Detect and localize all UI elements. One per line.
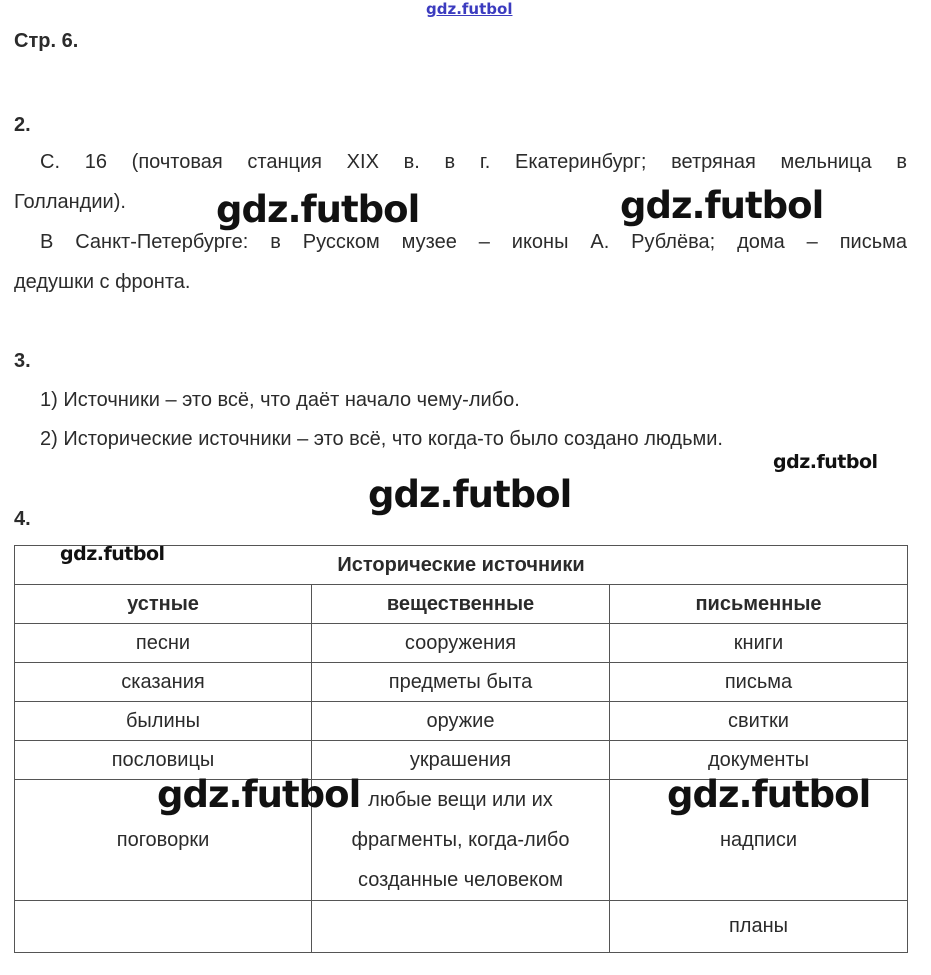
watermark-text: gdz.futbol xyxy=(60,543,165,565)
table-cell: свитки xyxy=(610,702,908,741)
watermark-text: gdz.futbol xyxy=(216,188,420,231)
table-cell: поговорки xyxy=(15,780,312,901)
task-2-line-1: С. 16 (почтовая станция XIX в. в г. Екатеринбург; ветряная мельница в xyxy=(40,151,907,173)
task-3-number: 3. xyxy=(14,350,31,372)
table-cell: письма xyxy=(610,663,908,702)
task-2-line-4: дедушки с фронта. xyxy=(14,271,191,293)
table-cell: песни xyxy=(15,624,312,663)
watermark-text: gdz.futbol xyxy=(667,773,871,816)
table-cell xyxy=(312,901,610,953)
table-cell: надписи xyxy=(610,780,908,901)
table-cell: былины xyxy=(15,702,312,741)
header-written: письменные xyxy=(610,585,908,624)
table-header-row xyxy=(15,585,908,624)
watermark-text: gdz.futbol xyxy=(773,451,878,473)
table-cell: планы xyxy=(610,901,908,953)
table-cell: оружие xyxy=(312,702,610,741)
task-3-item-1: 1) Источники – это всё, что даёт начало чему-либо. xyxy=(40,389,520,411)
task-2-number: 2. xyxy=(14,114,31,136)
task-2-line-3: В Санкт-Петербурге: в Русском музее – иконы А. Рублёва; дома – письма xyxy=(40,231,907,253)
cell-line: любые вещи или их xyxy=(368,789,553,811)
task-2-line-2: Голландии). xyxy=(14,191,126,213)
table-row xyxy=(15,702,908,741)
watermark-text: gdz.futbol xyxy=(368,473,572,516)
header-oral: устные xyxy=(15,585,312,624)
table-cell: предметы быта xyxy=(312,663,610,702)
table-title: Исторические источники xyxy=(15,546,908,585)
table-cell: украшения xyxy=(312,741,610,780)
table-cell: документы xyxy=(610,741,908,780)
task-3-item-2: 2) Исторические источники – это всё, что когда-то было создано людьми. xyxy=(40,428,723,450)
table-cell: книги xyxy=(610,624,908,663)
cell-line: фрагменты, когда-либо xyxy=(351,829,570,851)
table-row xyxy=(15,624,908,663)
sources-table xyxy=(14,545,908,953)
cell-line: созданные человеком xyxy=(357,869,564,891)
task-4-number: 4. xyxy=(14,508,31,530)
table-cell: пословицы xyxy=(15,741,312,780)
page-label: Стр. 6. xyxy=(14,30,79,52)
watermark-text: gdz.futbol xyxy=(157,773,361,816)
table-row xyxy=(15,663,908,702)
border-gap xyxy=(70,905,271,909)
header-material: вещественные xyxy=(312,585,610,624)
table-cell: сказания xyxy=(15,663,312,702)
watermark-text: gdz.futbol xyxy=(620,184,824,227)
table-cell: сооружения xyxy=(312,624,610,663)
watermark-top-link[interactable]: gdz.futbol xyxy=(426,0,513,18)
